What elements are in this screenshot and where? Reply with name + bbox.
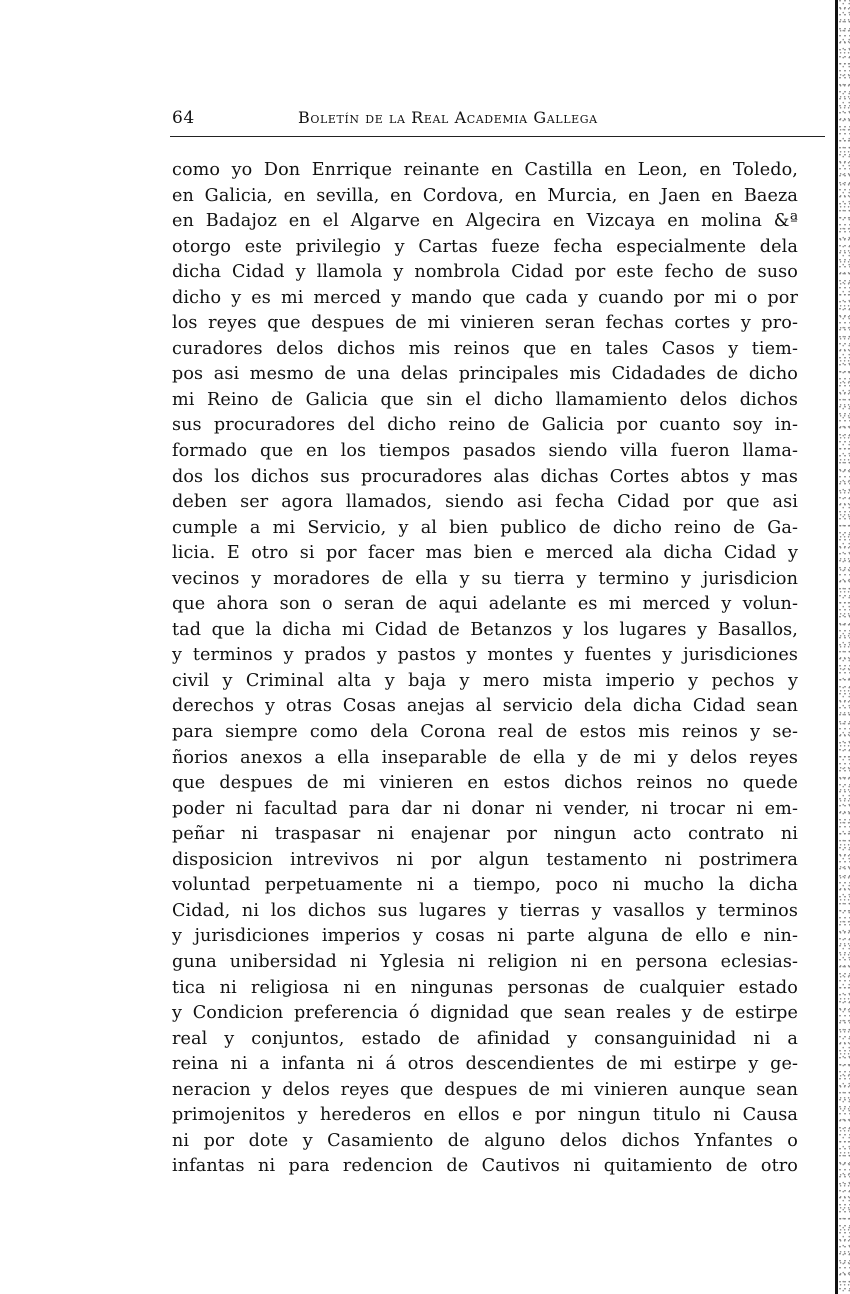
- scan-margin-noise: [839, 0, 850, 1294]
- text-line: civil y Criminal alta y baja y mero mista imperio y pechos y: [172, 670, 798, 691]
- text-line: vecinos y moradores de ella y su tierra y termino y jurisdicion: [172, 568, 798, 589]
- text-line: neracion y delos reyes que despues de mi vinieren aunque sean: [172, 1079, 798, 1100]
- text-line: dicho y es mi merced y mando que cada y cuando por mi o por: [172, 287, 798, 308]
- header-rule: [170, 136, 825, 137]
- text-line: peñar ni traspasar ni enajenar por ningun acto contrato ni: [172, 824, 798, 845]
- text-line: formado que en los tiempos pasados siendo villa fueron llama-: [172, 441, 798, 462]
- text-line: como yo Don Enrrique reinante en Castilla en Leon, en Toledo,: [172, 160, 798, 180]
- text-line: los reyes que despues de mi vinieren seran fechas cortes y pro-: [172, 313, 798, 334]
- text-line: que despues de mi vinieren en estos dichos reinos no quede: [172, 773, 798, 794]
- text-line: curadores delos dichos mis reinos que en tales Casos y tiem-: [172, 338, 798, 359]
- text-line: pos asi mesmo de una delas principales mis Cidadades de dicho: [172, 364, 798, 385]
- text-line: cumple a mi Servicio, y al bien publico de dicho reino de Ga-: [172, 517, 798, 538]
- text-line: dicha Cidad y llamola y nombrola Cidad por este fecho de suso: [172, 262, 798, 283]
- text-line: disposicion intrevivos ni por algun testamento ni postrimera: [172, 849, 798, 870]
- text-line: tad que la dicha mi Cidad de Betanzos y los lugares y Basallos,: [172, 619, 798, 640]
- running-header: [172, 106, 824, 130]
- text-line: Cidad, ni los dichos sus lugares y tierras y vasallos y terminos: [172, 900, 798, 921]
- text-line: ni por dote y Casamiento de alguno delos dichos Ynfantes o: [172, 1130, 798, 1151]
- page-edge-line: [835, 0, 838, 1294]
- journal-title: Boletín de la Real Academia Gallega: [298, 108, 598, 127]
- text-line: deben ser agora llamados, siendo asi fecha Cidad por que asi: [172, 492, 798, 513]
- text-line: y terminos y prados y pastos y montes y fuentes y jurisdiciones: [172, 645, 798, 666]
- text-line: que ahora son o seran de aqui adelante es mi merced y volun-: [172, 594, 798, 615]
- text-line: mi Reino de Galicia que sin el dicho llamamiento delos dichos: [172, 389, 798, 410]
- text-line: ñorios anexos a ella inseparable de ella y de mi y delos reyes: [172, 747, 798, 768]
- text-line: reina ni a infanta ni á otros descendientes de mi estirpe y ge-: [172, 1054, 798, 1075]
- text-line: para siempre como dela Corona real de estos mis reinos y se-: [172, 722, 798, 743]
- text-line: tica ni religiosa ni en ningunas personas de cualquier estado: [172, 977, 798, 998]
- text-line: voluntad perpetuamente ni a tiempo, poco ni mucho la dicha: [172, 875, 798, 896]
- text-line: dos los dichos sus procuradores alas dichas Cortes abtos y mas: [172, 466, 798, 487]
- text-line: en Galicia, en sevilla, en Cordova, en Murcia, en Jaen en Baeza: [172, 185, 798, 206]
- text-line: otorgo este privilegio y Cartas fueze fecha especialmente dela: [172, 236, 798, 257]
- text-line: en Badajoz en el Algarve en Algecira en Vizcaya en molina &ª: [172, 211, 798, 232]
- body-text: [172, 158, 798, 1180]
- text-line: y jurisdiciones imperios y cosas ni parte alguna de ello e nin-: [172, 926, 798, 947]
- text-line: licia. E otro si por facer mas bien e merced ala dicha Cidad y: [172, 543, 798, 564]
- text-line: primojenitos y herederos en ellos e por ningun titulo ni Causa: [172, 1105, 798, 1126]
- text-line: sus procuradores del dicho reino de Galicia por cuanto soy in-: [172, 415, 798, 436]
- text-line: real y conjuntos, estado de afinidad y consanguinidad ni a: [172, 1028, 798, 1049]
- page-number: 64: [172, 108, 195, 128]
- text-line: derechos y otras Cosas anejas al servicio dela dicha Cidad sean: [172, 696, 798, 717]
- text-line: y Condicion preferencia ó dignidad que sean reales y de estirpe: [172, 1003, 798, 1024]
- text-line: infantas ni para redencion de Cautivos ni quitamiento de otro: [172, 1156, 798, 1177]
- text-line: poder ni facultad para dar ni donar ni vender, ni trocar ni em-: [172, 798, 798, 819]
- text-line: guna unibersidad ni Yglesia ni religion ni en persona eclesias-: [172, 951, 798, 972]
